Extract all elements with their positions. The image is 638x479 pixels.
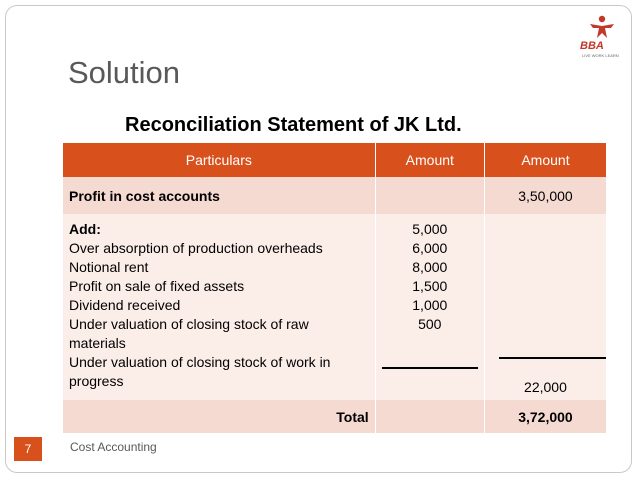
slide-number: 7 xyxy=(14,437,42,461)
slide-subtitle: Reconciliation Statement of JK Ltd. xyxy=(125,114,462,136)
additions-list xyxy=(63,214,375,400)
list-item: materials xyxy=(69,335,126,351)
list-item: Profit on sale of fixed assets xyxy=(69,278,245,294)
list-item: Notional rent xyxy=(69,259,149,275)
list-item: Under valuation of closing stock of raw xyxy=(69,316,309,332)
reconciliation-table xyxy=(63,143,606,433)
amount-value: 6,000 xyxy=(412,240,448,256)
table-row xyxy=(63,214,606,400)
logo-figure-icon xyxy=(578,14,626,42)
grand-total: 3,72,000 xyxy=(484,400,606,433)
subtotal-rule xyxy=(382,367,478,369)
amount-value: 500 xyxy=(418,316,442,332)
total-rule xyxy=(499,357,606,359)
list-item: Dividend received xyxy=(69,297,181,313)
row-amount xyxy=(375,177,484,214)
table-row xyxy=(63,177,606,214)
list-item: Under valuation of closing stock of work in xyxy=(69,354,331,370)
total-label: Total xyxy=(63,400,375,433)
table-header-row xyxy=(63,143,606,177)
row-total: 3,50,000 xyxy=(484,177,606,214)
header-amount-total: Amount xyxy=(484,143,606,177)
row-label: Profit in cost accounts xyxy=(63,177,375,214)
additions-total-value: 22,000 xyxy=(524,379,567,395)
amount-value: 1,500 xyxy=(412,278,448,294)
table-row xyxy=(63,400,606,433)
amount-value: 5,000 xyxy=(412,221,448,237)
additions-heading: Add: xyxy=(69,221,101,237)
amount-value: 1,000 xyxy=(412,297,448,313)
additions-total xyxy=(484,214,606,400)
header-particulars: Particulars xyxy=(63,143,375,177)
total-amount xyxy=(375,400,484,433)
logo-brand-text: BBA xyxy=(580,40,604,52)
header-amount: Amount xyxy=(375,143,484,177)
footer-text: Cost Accounting xyxy=(70,440,157,454)
amount-value: 8,000 xyxy=(412,259,448,275)
list-item: Over absorption of production overheads xyxy=(69,240,323,256)
additions-amounts xyxy=(375,214,484,400)
slide-title: Solution xyxy=(68,55,181,90)
logo-tagline: LIVE WORK LEARN xyxy=(582,53,619,58)
bba-logo xyxy=(578,14,626,60)
list-item: progress xyxy=(69,373,124,389)
